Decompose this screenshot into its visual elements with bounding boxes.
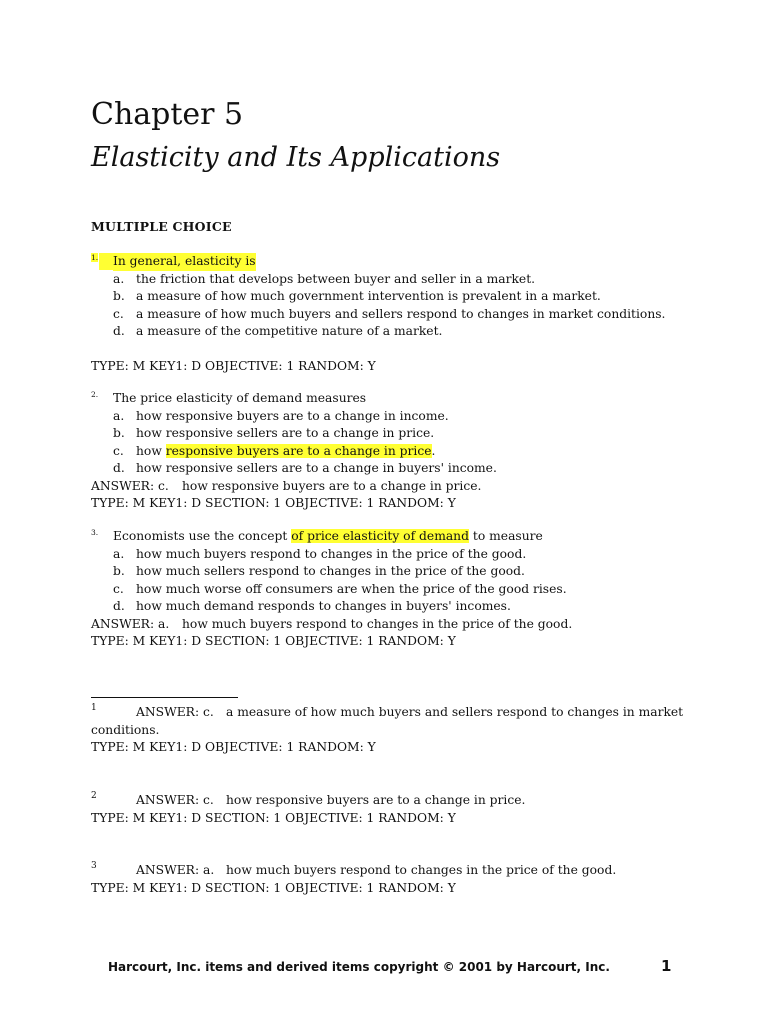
section-heading: MULTIPLE CHOICE (91, 219, 232, 234)
question-3-type-line: TYPE: M KEY1: D SECTION: 1 OBJECTIVE: 1 RANDOM: Y (91, 634, 456, 648)
page-number: 1 (661, 957, 672, 975)
question-2-answer: ANSWER: c. how responsive buyers are to a change in price. (91, 478, 482, 493)
question-1-option-d: d. a measure of the competitive nature of a market. (113, 324, 443, 338)
footnote-separator (91, 697, 238, 698)
question-3 (91, 528, 731, 651)
question-2 (91, 390, 731, 513)
question-1 (91, 253, 731, 376)
question-2-option-b: b. how responsive sellers are to a change in price. (113, 426, 435, 440)
question-1-option-c: c. a measure of how much buyers and sellers respond to changes in market conditions. (113, 306, 666, 321)
question-1-stem: In general, elasticity is (113, 253, 256, 271)
question-3-option-c: c. how much worse off consumers are when the price of the good rises. (113, 581, 567, 596)
question-2-option-c: c. how responsive buyers are to a change in price. (113, 443, 436, 458)
question-1-type-line: TYPE: M KEY1: D OBJECTIVE: 1 RANDOM: Y (91, 359, 376, 373)
question-2-option-d: d. how responsive sellers are to a change in buyers' income. (113, 461, 497, 475)
question-3-option-a: a. how much buyers respond to changes in the price of the good. (113, 546, 527, 561)
chapter-title: Elasticity and Its Applications (91, 142, 501, 173)
question-3-stem: Economists use the concept of price elasticity of demand to measure (113, 529, 543, 543)
question-1-option-b: b. a measure of how much government intervention is prevalent in a market. (113, 289, 601, 303)
question-2-option-a: a. how responsive buyers are to a change in income. (113, 408, 449, 423)
question-1-number: 1. (91, 253, 99, 262)
question-3-answer: ANSWER: a. how much buyers respond to changes in the price of the good. (91, 616, 573, 631)
footnote-3: 3 ANSWER: a. how much buyers respond to changes in the price of the good. TYPE: M KEY1: D SECTION: 1 OBJECTIVE: 1 RANDOM: Y (91, 861, 617, 895)
question-1-highlight-gap (99, 253, 113, 270)
footer-copyright: Harcourt, Inc. items and derived items copyright © 2001 by Harcourt, Inc. (108, 960, 610, 974)
question-1-option-a: a. the friction that develops between buyer and seller in a market. (113, 271, 536, 286)
chapter-number: Chapter 5 (91, 97, 244, 132)
question-2-stem: The price elasticity of demand measures (113, 391, 367, 405)
footnote-1: 1 ANSWER: c. a measure of how much buyers and sellers respond to changes in market conditions. TYPE: M KEY1: D OBJECTIVE: 1 RANDOM: Y (91, 703, 684, 754)
question-2-type-line: TYPE: M KEY1: D SECTION: 1 OBJECTIVE: 1 RANDOM: Y (91, 496, 456, 510)
question-3-option-b: b. how much sellers respond to changes in the price of the good. (113, 564, 525, 578)
highlighted-text: of price elasticity of demand (291, 529, 469, 543)
question-3-option-d: d. how much demand responds to changes in buyers' incomes. (113, 599, 511, 613)
question-2-number: 2. (91, 390, 99, 399)
footnote-2: 2 ANSWER: c. how responsive buyers are to a change in price. TYPE: M KEY1: D SECTION: 1 OBJECTIVE: 1 RANDOM: Y (91, 791, 526, 825)
question-3-number: 3. (91, 528, 99, 537)
highlighted-text: responsive buyers are to a change in price (165, 443, 432, 458)
